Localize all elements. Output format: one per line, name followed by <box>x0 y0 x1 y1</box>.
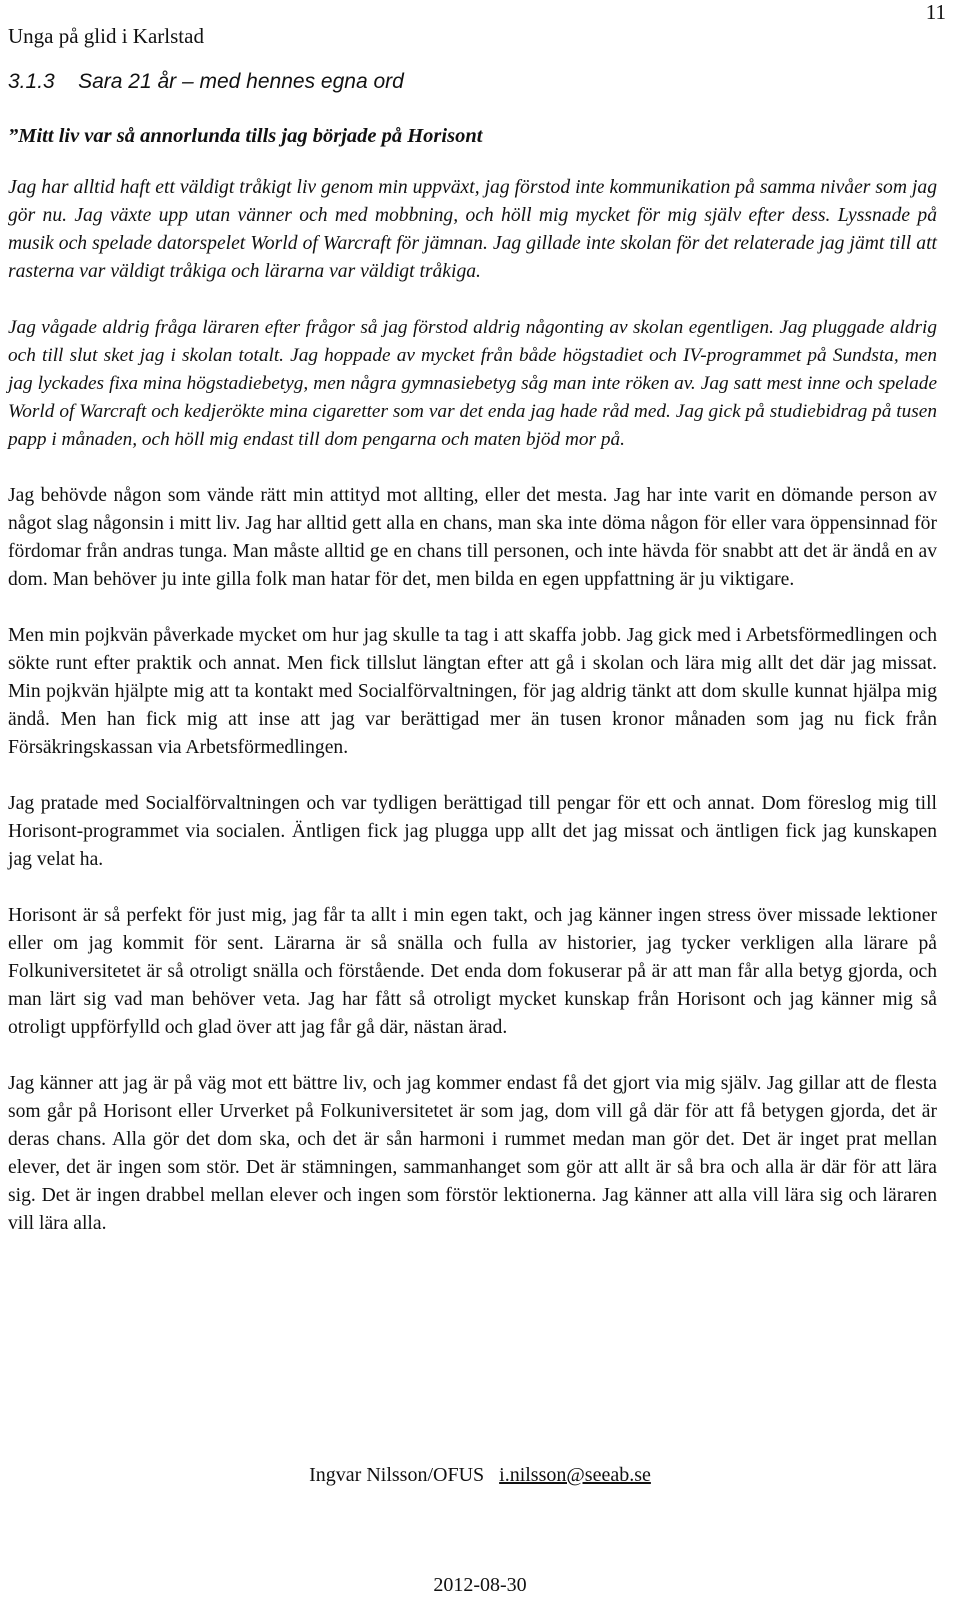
section-heading <box>8 68 404 96</box>
paragraph-5: Jag pratade med Socialförvaltningen och var tydligen berättigad till pengar för ett och annat. Dom föreslog mig till Horisont-programmet via socialen. Äntligen fick jag plugga upp allt det jag missat och äntligen fick jag kunskapen jag velat ha. <box>8 793 937 870</box>
section-number: 3.1.3 <box>8 70 55 93</box>
quote-title: ”Mitt liv var så annorlunda tills jag började på Horisont <box>8 125 483 147</box>
footer-author: Ingvar Nilsson/OFUS <box>309 1464 485 1486</box>
footer-email-link[interactable]: i.nilsson@seeab.se <box>499 1464 651 1486</box>
paragraph-3: Jag behövde någon som vände rätt min attityd mot allting, eller det mesta. Jag har inte varit en dömande person av något slag någonsin i mitt liv. Jag har alltid gett alla en chans, man ska inte döma någon för eller vara öppensinnad för fördomar från andras tunga. Man måste alltid ge en chans till personen, och inte hävda för snabbt att det är ändå en av dom. Man behöver ju inte gilla folk man hatar för det, men bilda en egen uppfattning är ju viktigare. <box>8 485 937 590</box>
paragraph-1: Jag har alltid haft ett väldigt tråkigt liv genom min uppväxt, jag förstod inte kommunikation på samma nivåer som jag gör nu. Jag växte upp utan vänner och med mobbning, och höll mig mycket för mig själv efter dess. Lyssnade på musik och spelade datorspelet World of Warcraft för jämnan. Jag gillade inte skolan för det relaterade jag jämt till att rasterna var väldigt tråkiga och lärarna var väldigt tråkiga. <box>8 177 937 282</box>
footer-author-line <box>0 1462 960 1488</box>
section-title: Sara 21 år – med hennes egna ord <box>78 70 404 93</box>
paragraph-2: Jag vågade aldrig fråga läraren efter frågor så jag förstod aldrig någonting av skolan egentligen. Jag pluggade aldrig och till slut sket jag i skolan totalt. Jag hoppade av mycket från både högstadiet och IV-programmet på Sundsta, men jag lyckades fixa mina högstadiebetyg, men några gymnasiebetyg såg man inte röken av. Jag satt mest inne och spelade World of Warcraft och kedjerökte mina cigaretter som var det enda jag hade råd med. Jag gick på studiebidrag på tusen papp i månaden, och höll mig endast till dom pengarna och maten bjöd mor på. <box>8 317 937 450</box>
body-text <box>8 174 937 1266</box>
running-header-title: Unga på glid i Karlstad <box>8 24 204 48</box>
footer-date: 2012-08-30 <box>433 1574 527 1596</box>
page-number: 11 <box>925 0 946 24</box>
paragraph-6: Horisont är så perfekt för just mig, jag får ta allt i min egen takt, och jag känner ingen stress över missade lektioner eller om jag kommit för sent. Lärarna är så snälla och fulla av historier, jag tycker verkligen alla lärare på Folkuniversitetet är så otroligt snälla och förstående. Det enda dom fokuserar på är att man får alla betyg gjorda, och man lärt sig vad man behöver veta. Jag har fått så otroligt mycket kunskap från Horisont och jag känner mig så otroligt uppförfylld och glad över att jag får gå där, nästan ärad. <box>8 905 937 1038</box>
paragraph-4: Men min pojkvän påverkade mycket om hur jag skulle ta tag i att skaffa jobb. Jag gick med i Arbetsförmedlingen och sökte runt efter praktik och annat. Men fick tillslut längtan efter att gå i skolan och lära mig allt det där jag missat. Min pojkvän hjälpte mig att ta kontakt med Socialförvaltningen, för jag aldrig tänkt att dom skulle kunnat hjälpa mig ändå. Men han fick mig att inse att jag var berättigad mer än tusen kronor månaden som jag nu fick från Försäkringskassan via Arbetsförmedlingen. <box>8 625 937 758</box>
paragraph-7: Jag känner att jag är på väg mot ett bättre liv, och jag kommer endast få det gjort via mig själv. Jag gillar att de flesta som går på Horisont eller Urverket på Folkuniversitetet är som jag, dom vill gå där för att få betygen gjorda, det är deras chans. Alla gör det dom ska, och det är sån harmoni i rummet medan man gör det. Det är inget prat mellan elever, det är ingen som stör. Det är stämningen, sammanhanget som gör att allt är så bra och alla är där för att lära sig. Det är ingen drabbel mellan elever och ingen som förstör lektionerna. Jag känner att alla vill lära sig och läraren vill lära alla. <box>8 1073 937 1234</box>
